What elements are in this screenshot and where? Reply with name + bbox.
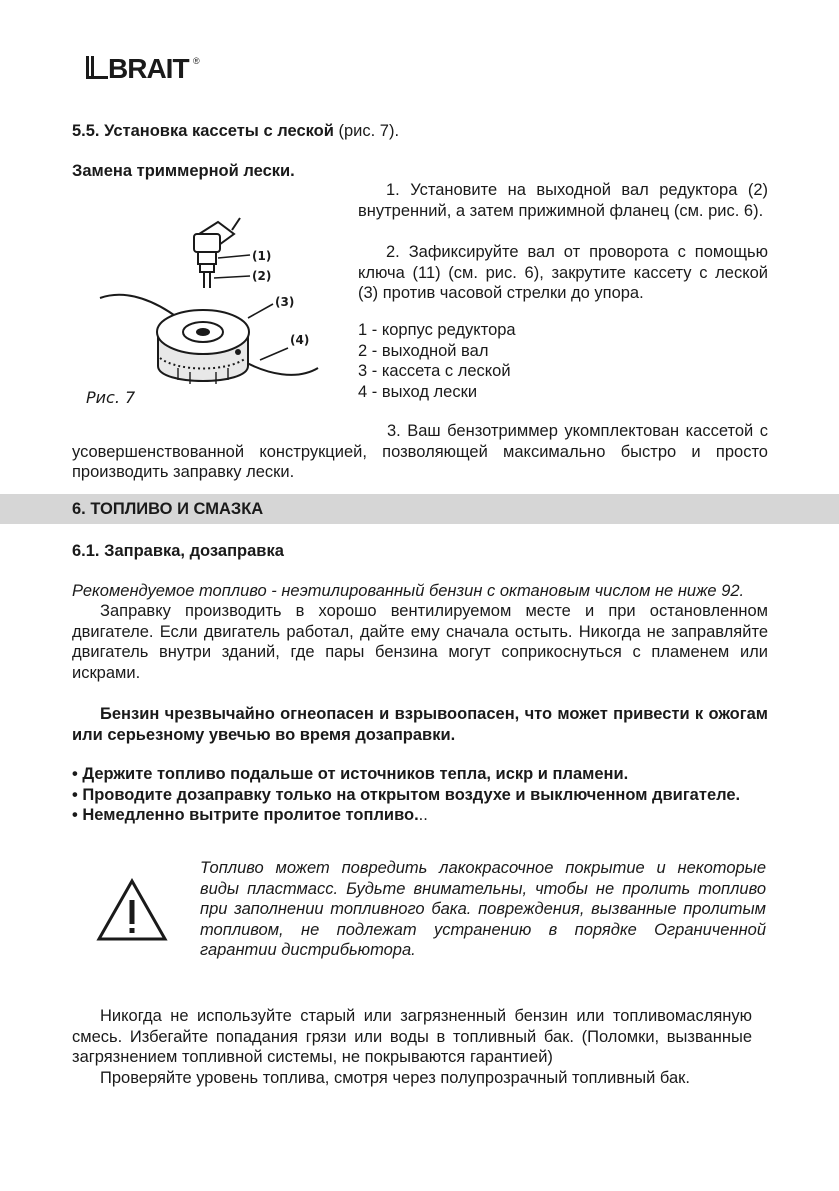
section-5-5-heading — [72, 121, 399, 142]
fire-warning: Бензин чрезвычайно огнеопасен и взрывоопасен, что может привести к ожогам или серьезному увечью во время дозаправки. — [72, 705, 768, 744]
recommended-fuel: Рекомендуемое топливо - неэтилированный бензин с октановым числом не ниже 92. — [72, 582, 745, 600]
step-3-text: 3. Ваш бензотриммер укомплектован кассетой с усовершенствованной конструкцией, позволяющей максимально быстро и просто производить заправку лески. — [72, 422, 768, 481]
bullet-item: • Проводите дозаправку только на открытом воздухе и выключенном двигателе. — [72, 785, 741, 804]
step-2-text: 2. Зафиксируйте вал от проворота с помощью ключа (11) (см. рис. 6), закрутите кассету с леской (3) против часовой стрелки до упора. — [358, 243, 768, 302]
contaminated-fuel-paragraph: Никогда не используйте старый или загрязненный бензин или топливомасляную смесь. Избегайте попадания грязи или воды в топливный бак. (Поломки, вызванные загрязнением топливной системы, не покрываются гарантией) — [72, 1007, 752, 1066]
logo-text: BRAIT — [108, 53, 189, 80]
fuel-level-paragraph: Проверяйте уровень топлива, смотря через полупрозрачный топливный бак. — [100, 1069, 690, 1087]
subheading-line-replacement: Замена триммерной лески. — [72, 162, 295, 180]
caution-text: Топливо может повредить лакокрасочное покрытие и некоторые виды пластмасс. Будьте внимательны, чтобы не пролить топливо при заполнении топливного бака. повреждения, вызванные пролитым топливом, не подлежат устранению в порядке Ограниченной гарантии дистрибьютора. — [200, 859, 766, 959]
brait-logo-icon — [86, 52, 208, 80]
bullet-item — [72, 805, 740, 826]
figure-caption: Рис. 7 — [86, 388, 136, 407]
figure-label-1: (1) — [252, 249, 272, 263]
figure-legend — [358, 320, 516, 402]
section-6-title: 6. ТОПЛИВО И СМАЗКА — [72, 500, 264, 518]
step-1-text: 1. Установите на выходной вал редуктора (2) внутренний, а затем прижимной фланец (см. рис. 6). — [358, 181, 768, 220]
figure-label-2: (2) — [252, 269, 272, 283]
legend-item: 2 - выходной вал — [358, 341, 489, 360]
figure-label-4: (4) — [290, 333, 310, 347]
figure-label-3: (3) — [275, 295, 295, 309]
warning-icon — [96, 878, 168, 942]
figure-7 — [88, 208, 340, 418]
bullet-item: • Держите топливо подальше от источников тепла, искр и пламени. — [72, 765, 629, 783]
bullet-tail: .. — [418, 806, 428, 824]
trimmer-head-illustration — [88, 208, 340, 418]
legend-item: 4 - выход лески — [358, 382, 478, 401]
section-5-5-heading-bold: 5.5. Установка кассеты с леской — [72, 122, 334, 140]
legend-item: 1 - корпус редуктора — [358, 321, 516, 339]
refuel-paragraph: Заправку производить в хорошо вентилируемом месте и при остановленном двигателе. Если двигатель работал, дайте ему сначала остыть. Никогда не заправляйте двигатель внутри зданий, где пары бензина могут соприкоснуться с пламенем или искрами. — [72, 602, 768, 682]
section-6-1-heading: 6.1. Заправка, дозаправка — [72, 542, 284, 560]
registered-mark: ® — [193, 56, 200, 66]
brand-logo — [86, 52, 208, 80]
legend-item: 3 - кассета с леской — [358, 362, 511, 380]
safety-bullets — [72, 764, 740, 826]
section-5-5-heading-rest: (рис. 7). — [333, 122, 400, 140]
bullet-text: • Немедленно вытрите пролитое топливо. — [72, 806, 419, 824]
